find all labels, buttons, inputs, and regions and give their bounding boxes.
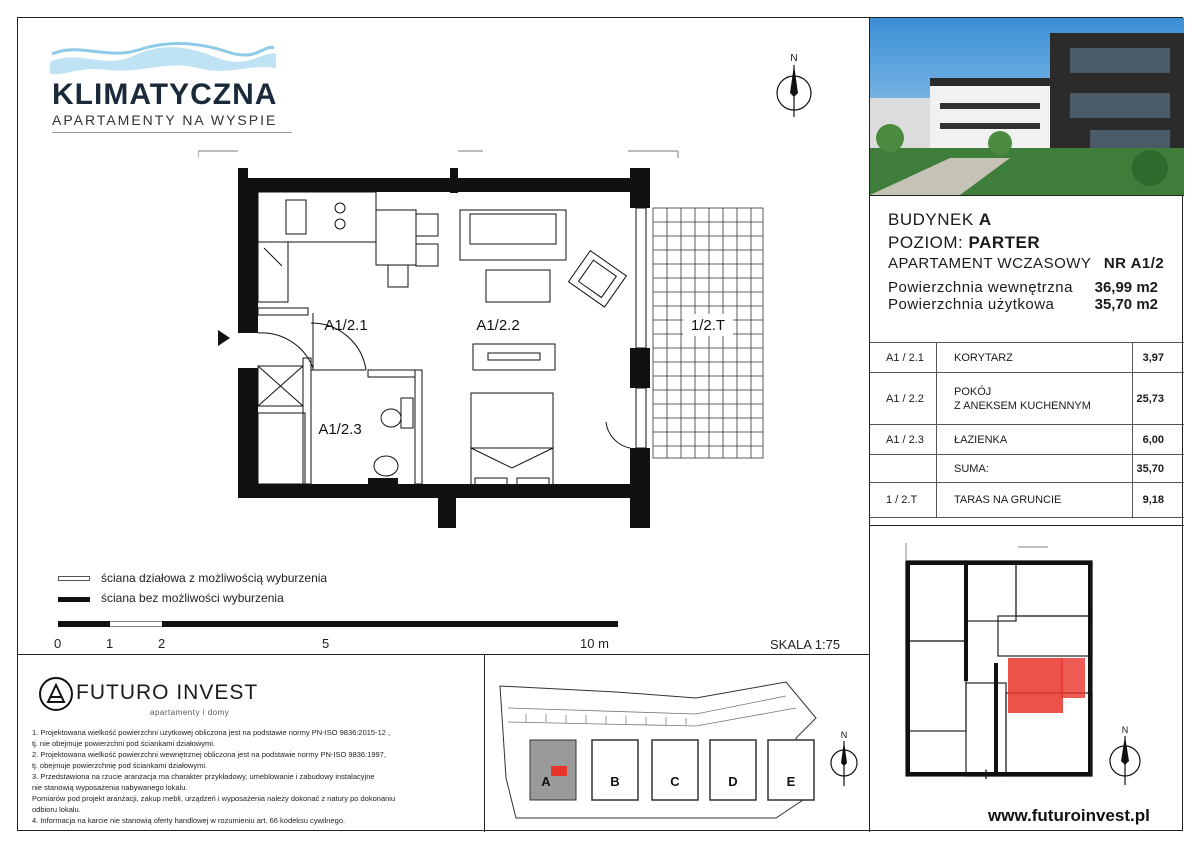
level-value: PARTER — [968, 233, 1041, 252]
developer-tagline: apartamenty i domy — [150, 708, 230, 717]
row-number — [886, 455, 946, 482]
level-line — [888, 233, 1040, 253]
note-line: 2. Projektowana wielkość powierzchni wewnętrznej obliczona jest na podstawie normy PN-ISO 9836:1997, — [32, 750, 386, 759]
legend-structural-text: ściana bez możliwości wyburzenia — [101, 591, 284, 605]
north-arrow-icon — [824, 728, 864, 788]
apartment-label: APARTAMENT WCZASOWY — [888, 255, 1092, 272]
keyplan-stair-label: I — [984, 766, 988, 782]
scale-bar — [58, 621, 618, 627]
developer-name: FUTURO INVEST — [76, 681, 259, 704]
row-number: A1 / 2.2 — [886, 392, 924, 405]
scale-mark-0: 0 — [54, 636, 62, 651]
area-internal-value: 36,99 m2 — [1094, 279, 1158, 296]
north-label: N — [1121, 725, 1129, 735]
room-area-table — [870, 342, 1184, 525]
bottom-panel-split — [484, 654, 485, 832]
website-link[interactable]: www.futuroinvest.pl — [988, 806, 1150, 825]
north-arrow-icon — [1100, 723, 1150, 788]
row-name: ŁAZIENKA — [954, 433, 1008, 446]
scale-mark-10: 10 m — [580, 636, 609, 651]
row-number: A1 / 2.3 — [886, 433, 924, 446]
apartment-value: NR A1/2 — [1103, 255, 1165, 272]
table-row — [870, 424, 1184, 454]
apartment-line — [888, 255, 1164, 272]
waves-logo-icon — [48, 40, 278, 80]
scale-mark-5: 5 — [322, 636, 330, 651]
row-name: SUMA: — [954, 462, 989, 475]
row-name: POKÓJ Z ANEKSEM KUCHENNYM — [954, 385, 1091, 412]
row-name: KORYTARZ — [954, 351, 1013, 364]
north-arrow-icon — [774, 51, 814, 121]
apartment-floor-plan — [198, 148, 778, 528]
room-label-terrace: 1/2.T — [690, 317, 726, 334]
site-building-d: D — [728, 774, 738, 789]
brand-subtitle: APARTAMENTY NA WYSPIE — [52, 112, 278, 128]
area-usable-value: 35,70 m2 — [1094, 296, 1158, 313]
site-building-c: C — [670, 774, 680, 789]
note-line: 1. Projektowana wielkość powierzchni użytkowej obliczona jest na podstawie normy PN-ISO 9836:2015-12 , — [32, 728, 391, 737]
note-line: 3. Przedstawiona na rzucie aranżacja ma charakter przykładowy, umeblowanie i zabudowy instalacyjne — [32, 772, 375, 781]
floor-key-plan — [898, 543, 1098, 788]
row-number: A1 / 2.1 — [886, 351, 924, 364]
legend-partition-text: ściana działowa z możliwością wyburzenia — [101, 571, 328, 585]
row-name: TARAS NA GRUNCIE — [954, 494, 1062, 506]
legend-partition-swatch — [58, 576, 90, 581]
row-value: 9,18 — [1142, 494, 1164, 506]
building-value: A — [978, 210, 992, 229]
futuro-invest-logo-icon — [38, 676, 74, 712]
table-row — [870, 342, 1184, 372]
level-label: POZIOM: — [888, 233, 964, 252]
floor-plan-sheet — [17, 17, 1183, 831]
table-row — [870, 372, 1184, 424]
note-line: Pomiarów pod projekt aranżacji, zakup mebli, urządzeń i wyposażenia należy dokonać z natury po dokonaniu — [32, 794, 396, 803]
brand-title: KLIMATYCZNA — [52, 78, 278, 111]
legend-structural-swatch — [58, 597, 90, 602]
site-building-a: A — [541, 774, 551, 789]
note-line: odbioru lokalu. — [32, 805, 81, 814]
building-photo — [870, 18, 1184, 195]
area-internal-label: Powierzchnia wewnętrzna — [888, 279, 1073, 296]
area-usable-label: Powierzchnia użytkowa — [888, 296, 1055, 313]
table-bottom-divider — [869, 525, 1184, 526]
site-building-e: E — [786, 774, 796, 789]
building-line — [888, 210, 992, 230]
bottom-panel-divider — [18, 654, 869, 655]
site-building-b: B — [610, 774, 620, 789]
room-label-bathroom: A1/2.3 — [318, 421, 362, 438]
row-value: 3,97 — [1142, 351, 1164, 364]
table-row — [870, 454, 1184, 482]
row-value: 25,73 — [1136, 392, 1164, 405]
note-line: tj. obejmuje powierzchnię pod ściankami działowymi. — [32, 761, 208, 770]
note-line: nie stanowią wyposażenia nabywanego lokalu. — [32, 783, 188, 792]
room-label-living: A1/2.2 — [476, 317, 520, 334]
table-row — [870, 482, 1184, 518]
scale-label: SKALA 1:75 — [770, 637, 841, 652]
north-label: N — [790, 53, 798, 64]
row-number: 1 / 2.T — [886, 494, 918, 506]
north-label: N — [840, 730, 848, 740]
brand-underline — [52, 132, 292, 133]
note-line: tj. nie obejmuje powierzchni pod ściankami działowymi. — [32, 739, 215, 748]
room-label-corridor: A1/2.1 — [324, 317, 368, 334]
photo-divider — [869, 195, 1184, 196]
row-value: 35,70 — [1136, 462, 1164, 475]
scale-mark-2: 2 — [158, 636, 166, 651]
row-value: 6,00 — [1142, 433, 1164, 446]
legal-notes — [32, 728, 482, 827]
note-line: 4. Informacja na karcie nie stanowią oferty handlowej w rozumieniu art. 66 kodeksu cywilnego. — [32, 816, 346, 825]
building-label: BUDYNEK — [888, 210, 974, 229]
scale-mark-1: 1 — [106, 636, 114, 651]
site-plan — [496, 678, 838, 828]
